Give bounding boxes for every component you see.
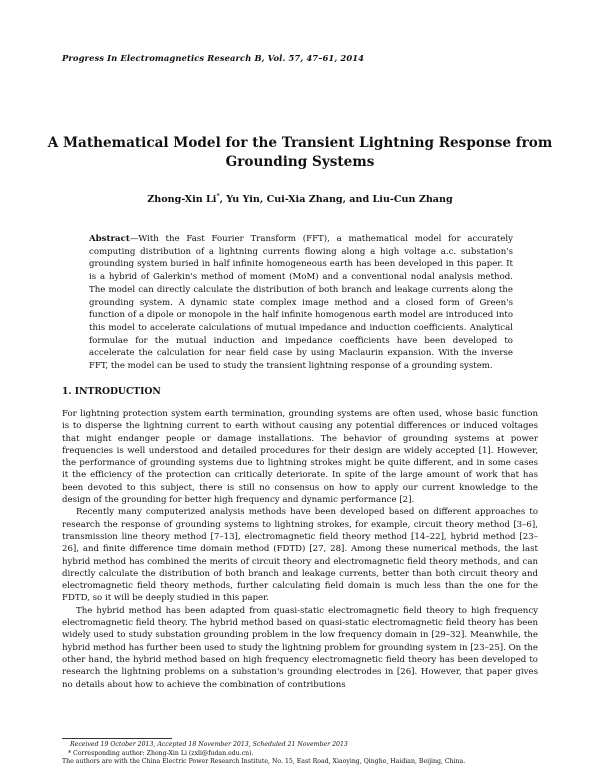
corresponding-mark: * xyxy=(216,193,220,200)
footnotes xyxy=(62,741,542,767)
section-heading: 1. INTRODUCTION xyxy=(62,386,161,397)
corresponding-author: Zhong-Xin Li xyxy=(147,194,217,206)
affiliation-note: The authors are with the China Electric Power Research Institute, No. 15, East Road, Xiaoying, Qinghe, Haidian, Beijing, China. xyxy=(62,758,466,766)
author-list xyxy=(40,193,560,205)
footnote-divider xyxy=(62,738,172,739)
abstract-label: Abstract xyxy=(89,234,130,244)
journal-citation: Progress In Electromagnetics Research B, Vol. 57, 47–61, 2014 xyxy=(62,53,365,63)
corresponding-author-note: * Corresponding author: Zhong-Xin Li (zxli@fudan.edu.cn). xyxy=(68,749,254,757)
co-authors: , Yu Yin, Cui-Xia Zhang, and Liu-Cun Zhang xyxy=(219,194,453,206)
section-body xyxy=(62,408,538,691)
abstract xyxy=(89,233,513,373)
paragraph: Recently many computerized analysis methods have been developed based on different approaches to research the response of grounding systems to lightning strokes, for example, circuit theory method [3–6], transmission line theory method [7–13], electromagnetic field theory method [14–22], hybrid method [23–26], and finite difference time domain method (FDTD) [27, 28]. Among these numerical methods, the last hybrid method has combined the merits of circuit theory and electromagnetic field theory methods, and can directly calculate the distribution of both branch and leakage currents, better than both circuit theory and electromagnetic field theory methods, further calculating field domain is much less than the one for the FDTD, so it will be deeply studied in this paper. xyxy=(62,507,538,604)
received-dates: Received 19 October 2013, Accepted 18 November 2013, Scheduled 21 November 2013 xyxy=(70,741,348,748)
abstract-text: —With the Fast Fourier Transform (FFT), a mathematical model for accurately computing distribution of a lightning currents flowing along a high voltage a.c. substation's grounding system buried in half infinite homogeneous earth has been developed in this paper. It is a hybrid of Galerkin's method of moment (MoM) and a conventional nodal analysis method. The model can directly calculate the distribution of both branch and leakage currents along the grounding system. A dynamic state complex image method and a closed form of Green's function of a dipole or monopole in the half infinite homogenous earth model are introduced into this model to accelerate calculations of mutual impedance and induction coefficients. Analytical formulae for the mutual induction and impedance coefficients have been developed to accelerate the calculation for near field case by using Maclaurin expansion. With the inverse FFT, the model can be used to study the transient lightning response of a grounding system. xyxy=(89,234,513,372)
paragraph: For lightning protection system earth termination, grounding systems are often used, whose basic function is to disperse the lightning current to earth without causing any potential differences or induced voltages that might endanger people or damage installations. The behavior of grounding systems at power frequencies is well understood and detailed procedures for their design are widely accepted [1]. However, the performance of grounding systems due to lightning strokes might be quite different, and in some cases it the efficiency of the protection can critically deteriorate. In spite of the large amount of work that has been devoted to this subject, there is still no consensus on how to apply our current knowledge to the design of the grounding for better high frequency and dynamic performance [2]. xyxy=(62,409,538,506)
paper-title: A Mathematical Model for the Transient Lightning Response from Grounding Systems xyxy=(47,135,553,170)
paragraph: The hybrid method has been adapted from quasi-static electromagnetic field theory to high frequency electromagnetic field theory. The hybrid method based on quasi-static electromagnetic field theory has been widely used to study substation grounding problem in the low frequency domain in [29–32]. Meanwhile, the hybrid method has further been used to study the lightning problem for grounding system in [23–25]. On the other hand, the hybrid method based on high frequency electromagnetic field theory has been developed to research the lightning problems on a substation's grounding electrodes in [26]. However, that paper gives no details about how to achieve the combination of contributions xyxy=(62,605,538,690)
